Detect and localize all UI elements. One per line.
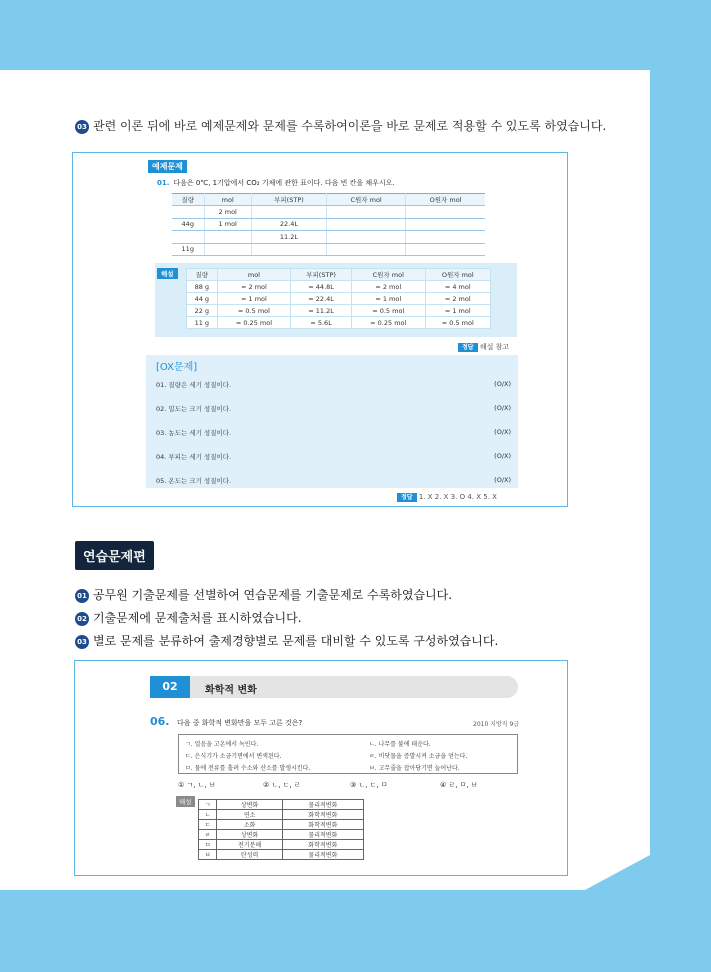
table-header: 부피(STP)	[291, 269, 352, 281]
options-box	[178, 734, 518, 774]
table-header: 질량	[187, 269, 218, 281]
table-header: mol	[204, 194, 251, 206]
ox-question: 03. 농도는 세기 성질이다.	[156, 429, 232, 437]
table-cell: 44g	[172, 218, 204, 230]
table-cell	[172, 231, 204, 243]
number-badge: 03	[75, 635, 89, 649]
page-fold	[585, 780, 650, 855]
question-text: 다음은 0℃, 1기압에서 CO₂ 기체에 관한 표이다. 다음 빈 칸을 채우시오.	[173, 179, 395, 187]
table-header: O원자 mol	[425, 269, 490, 281]
table-header: mol	[217, 269, 291, 281]
table-cell: 물리적변화	[282, 830, 363, 840]
table-cell: 88 g	[187, 281, 218, 293]
bullet-line	[75, 609, 302, 626]
table-cell: 연소	[217, 810, 282, 820]
ox-question: 05. 온도는 크기 성질이다.	[156, 477, 232, 485]
page-corner	[585, 855, 650, 890]
table-cell: 물리적변화	[282, 850, 363, 860]
table-cell	[406, 206, 485, 218]
answer-tag: 정답	[397, 493, 417, 502]
chapter-title: 화학적 변화	[205, 685, 257, 696]
table-cell	[327, 218, 406, 230]
intro-line	[75, 117, 606, 134]
table-cell	[406, 231, 485, 243]
table-cell: = 0.5 mol	[425, 317, 490, 329]
table-cell: 1 mol	[204, 218, 251, 230]
number-badge: 03	[75, 120, 89, 134]
explanation-tag: 해설	[176, 796, 195, 807]
option-item: ㅂ. 고무줄을 잡아당기면 늘어난다.	[369, 765, 460, 772]
answer-tag: 정답	[458, 343, 478, 352]
question-number: 06.	[150, 715, 170, 728]
ox-question: 01. 질량은 세기 성질이다.	[156, 381, 232, 389]
section-title: 연습문제편	[75, 541, 154, 570]
table-row	[199, 820, 364, 830]
table-cell: 소화	[217, 820, 282, 830]
table-row	[187, 293, 491, 305]
table-cell: 11 g	[187, 317, 218, 329]
table-row	[187, 281, 491, 293]
choice-item: ③ ㄴ, ㄷ, ㅁ	[350, 781, 388, 789]
table-cell: 44 g	[187, 293, 218, 305]
table-cell: 전기분해	[217, 840, 282, 850]
answer-tag: 해설	[157, 268, 178, 279]
bullet-line	[75, 586, 452, 603]
bullet-text: 기출문제에 문제출처를 표시하였습니다.	[93, 611, 302, 625]
question-source: 2010 지방직 9급	[473, 721, 520, 728]
number-badge: 02	[75, 612, 89, 626]
answer-table	[186, 268, 491, 329]
table-cell: = 4 mol	[425, 281, 490, 293]
table-cell	[172, 206, 204, 218]
ox-item	[156, 404, 511, 413]
ox-mark: (O/X)	[494, 428, 511, 436]
table-cell: 상변화	[217, 830, 282, 840]
table-header: 질량	[172, 194, 204, 206]
table-cell: = 1 mol	[217, 293, 291, 305]
ox-mark: (O/X)	[494, 476, 511, 484]
example-question	[157, 178, 395, 188]
ox-mark: (O/X)	[494, 380, 511, 388]
bullet-text: 별로 문제를 분류하여 출제경향별로 문제를 대비할 수 있도록 구성하였습니다.	[93, 634, 499, 648]
bullet-line	[75, 632, 498, 649]
table-row	[172, 231, 485, 243]
ox-question: 04. 부피는 세기 성질이다.	[156, 453, 232, 461]
table-header: C원자 mol	[327, 194, 406, 206]
table-cell	[204, 231, 251, 243]
table-cell: ㄷ	[199, 820, 217, 830]
table-cell: 상변화	[217, 800, 282, 810]
table-cell: 화학적변화	[282, 840, 363, 850]
number-badge: 01	[75, 589, 89, 603]
table-row	[187, 305, 491, 317]
bullet-text: 공무원 기출문제를 선별하여 연습문제를 기출문제로 수록하였습니다.	[93, 588, 453, 602]
ox-item	[156, 476, 511, 485]
table-cell: = 0.25 mol	[217, 317, 291, 329]
chapter-number: 02	[150, 676, 190, 698]
table-cell	[204, 243, 251, 255]
table-cell	[327, 243, 406, 255]
reference-text: 해설 참고	[479, 343, 510, 351]
table-cell: 22.4L	[251, 218, 326, 230]
option-item: ㄱ. 얼음을 고온에서 녹인다.	[185, 741, 259, 748]
ox-mark: (O/X)	[494, 404, 511, 412]
table-header: O원자 mol	[406, 194, 485, 206]
table-cell: = 2 mol	[217, 281, 291, 293]
ox-item	[156, 428, 511, 437]
table-header-row	[172, 194, 485, 206]
table-cell: 화학적변화	[282, 820, 363, 830]
question-number: 01.	[157, 179, 170, 187]
table-cell: = 44.8L	[291, 281, 352, 293]
example-tag: 예제문제	[148, 160, 187, 173]
example-table	[172, 193, 485, 256]
table-cell: ㄹ	[199, 830, 217, 840]
question-text: 다음 중 화학적 변화만을 모두 고른 것은?	[177, 719, 303, 727]
table-cell: = 11.2L	[291, 305, 352, 317]
table-cell: = 0.25 mol	[351, 317, 425, 329]
table-header: C원자 mol	[351, 269, 425, 281]
ox-mark: (O/X)	[494, 452, 511, 460]
table-cell: = 1 mol	[351, 293, 425, 305]
table-cell	[406, 218, 485, 230]
table-cell: = 1 mol	[425, 305, 490, 317]
table-cell: ㅂ	[199, 850, 217, 860]
table-cell	[327, 206, 406, 218]
table-cell: 탄성력	[217, 850, 282, 860]
ox-title: [OX문제]	[156, 362, 198, 373]
table-cell: ㅁ	[199, 840, 217, 850]
table-cell: = 0.5 mol	[351, 305, 425, 317]
explanation-table	[198, 799, 364, 860]
option-item: ㄷ. 은식기가 소금기면에서 변색된다.	[185, 753, 282, 760]
table-cell: = 2 mol	[351, 281, 425, 293]
table-cell: = 22.4L	[291, 293, 352, 305]
choice-item: ① ㄱ, ㄴ, ㅂ	[178, 781, 216, 789]
ox-question: 02. 밀도는 크기 성질이다.	[156, 405, 232, 413]
ox-answer	[397, 492, 497, 501]
table-cell	[406, 243, 485, 255]
table-row	[199, 800, 364, 810]
table-cell: = 0.5 mol	[217, 305, 291, 317]
table-row	[187, 317, 491, 329]
ox-item	[156, 452, 511, 461]
table-cell: = 2 mol	[425, 293, 490, 305]
table-cell: 2 mol	[204, 206, 251, 218]
ox-item	[156, 380, 511, 389]
choice-item: ② ㄴ, ㄷ, ㄹ	[263, 781, 301, 789]
table-row	[199, 850, 364, 860]
table-row	[199, 840, 364, 850]
option-item: ㅁ. 물에 전류를 흘려 수소와 산소를 발생시킨다.	[185, 765, 311, 772]
table-cell	[327, 231, 406, 243]
table-cell	[251, 206, 326, 218]
ox-answer-text: 1. X 2. X 3. O 4. X 5. X	[418, 493, 497, 501]
table-cell: 11g	[172, 243, 204, 255]
table-cell: 11.2L	[251, 231, 326, 243]
table-cell: = 5.6L	[291, 317, 352, 329]
table-cell: 22 g	[187, 305, 218, 317]
table-cell: 화학적변화	[282, 810, 363, 820]
table-row	[199, 810, 364, 820]
table-row	[172, 218, 485, 230]
option-item: ㄴ. 나무를 불에 태운다.	[369, 741, 431, 748]
table-cell: ㄱ	[199, 800, 217, 810]
table-row	[172, 243, 485, 255]
answer-reference	[458, 342, 509, 352]
table-row	[199, 830, 364, 840]
option-item: ㄹ. 비닷물을 증발시켜 소금을 얻는다.	[369, 753, 468, 760]
intro-text: 관련 이론 뒤에 바로 예제문제와 문제를 수록하여이론을 바로 문제로 적용할 수 있도록 하였습니다.	[93, 119, 607, 133]
choice-item: ④ ㄹ, ㅁ, ㅂ	[440, 781, 478, 789]
table-cell	[251, 243, 326, 255]
ox-panel	[146, 355, 518, 488]
table-header-row	[187, 269, 491, 281]
table-cell: 물리적변화	[282, 800, 363, 810]
table-cell: ㄴ	[199, 810, 217, 820]
table-header: 부피(STP)	[251, 194, 326, 206]
table-row	[172, 206, 485, 218]
